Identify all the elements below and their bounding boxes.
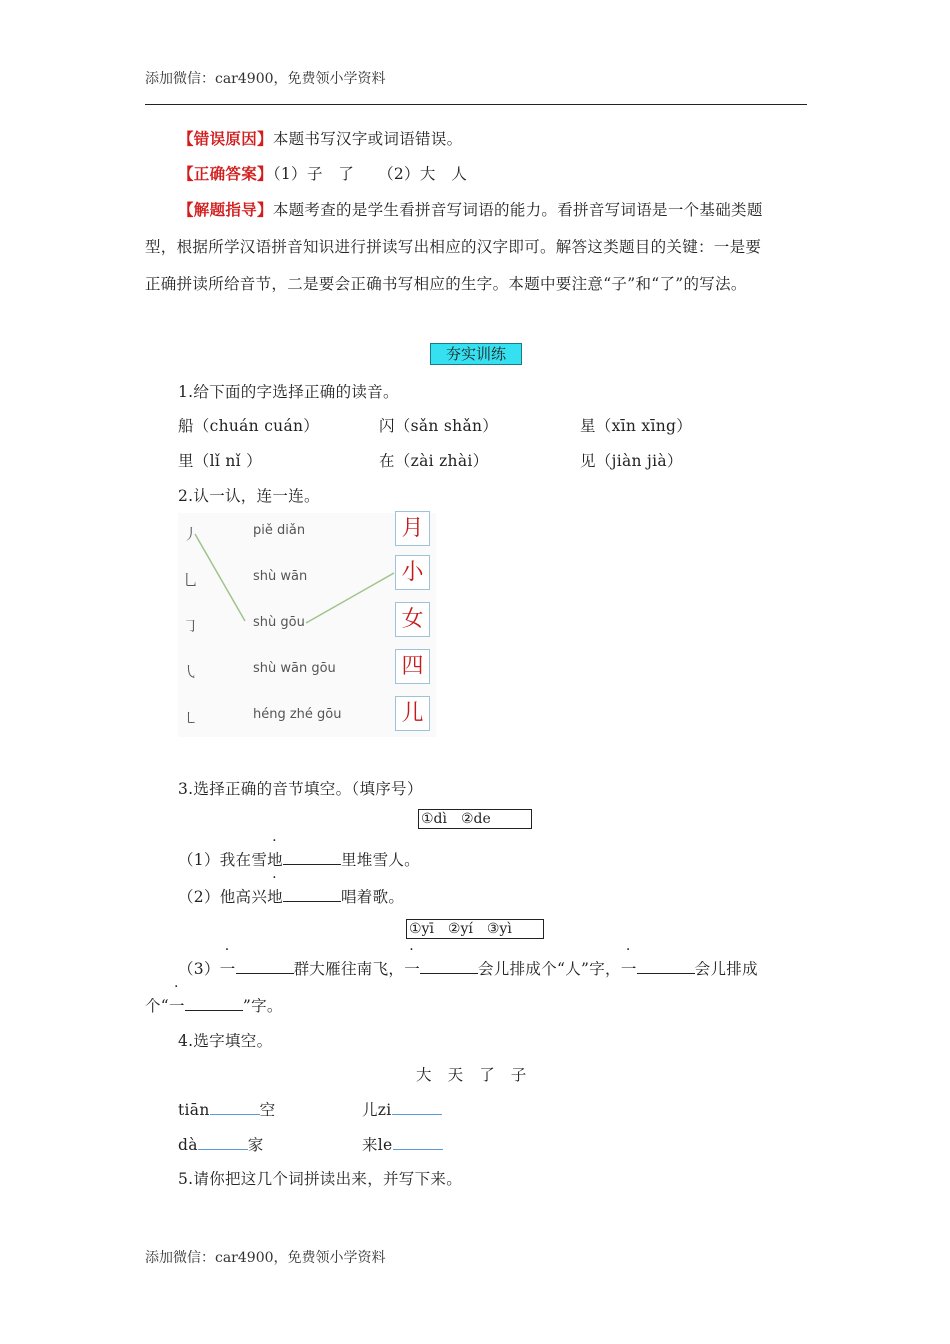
correct-answer-text: （1）子 了 （2）大 人: [272, 165, 468, 183]
q3-sentence-1: （1）我在雪地 里堆雪人。: [178, 848, 420, 870]
q1-item-6: 见（jiàn jià）: [580, 452, 683, 470]
guide-label: 【解题指导】: [178, 200, 273, 219]
stroke-3: ㇆: [183, 617, 199, 635]
q1-item-2: 闪（sǎn shǎn）: [379, 417, 499, 435]
answer-blank[interactable]: [236, 958, 294, 974]
header-rule: [145, 104, 807, 105]
answer-blank[interactable]: [637, 958, 695, 974]
dotted-char: 一: [404, 960, 420, 978]
pinyin-5: héng zhé gōu: [253, 707, 342, 722]
answer-blank[interactable]: [185, 995, 243, 1011]
pinyin-1: piě diǎn: [253, 523, 306, 538]
guide-line-2: 型，根据所学汉语拼音知识进行拼读写出相应的汉字即可。解答这类题目的关键：一是要: [145, 238, 762, 256]
dotted-char: 一: [620, 960, 637, 978]
q5-title: 5.请你把这几个词拼读出来，并写下来。: [178, 1170, 462, 1188]
q4-row-1-right: 儿zi: [362, 1098, 442, 1120]
page-footer: 添加微信：car4900，免费领小学资料: [145, 1250, 386, 1266]
q3-option-box-2: ①yī ②yí ③yì: [406, 919, 544, 939]
stroke-4: ㇂: [183, 663, 199, 681]
q1-item-3: 星（xīn xīng）: [580, 417, 693, 435]
answer-blank[interactable]: [392, 1099, 442, 1115]
match-line-2: [306, 573, 394, 623]
matching-figure: [178, 513, 436, 737]
dotted-char: 一: [219, 960, 236, 978]
stroke-1: 丿: [183, 525, 199, 543]
q3-sentence-2: （2）他高兴地 唱着歌。: [178, 885, 404, 907]
answer-blank[interactable]: [393, 1134, 443, 1150]
q3-sentence-3: （3）一 群大雁往南飞，一 会儿排成个“人”字，一 会儿排成: [178, 957, 758, 979]
guide-line-1: 【解题指导】本题考查的是学生看拼音写词语的能力。看拼音写词语是一个基础类题: [178, 200, 763, 219]
q4-title: 4.选字填空。: [178, 1032, 273, 1050]
q3-sentence-3-cont: 个“一 ”字。: [145, 994, 283, 1016]
stroke-5: ㇄: [183, 709, 199, 727]
pinyin-3: shù gōu: [253, 615, 305, 630]
page-header: 添加微信：car4900，免费领小学资料: [145, 71, 386, 87]
correct-answer-label: 【正确答案】: [178, 164, 273, 183]
dotted-char: 一: [169, 997, 185, 1015]
q3-title: 3.选择正确的音节填空。（填序号）: [178, 780, 423, 798]
char-cell-5: 儿: [395, 696, 430, 731]
error-reason: [178, 127, 462, 149]
char-cell-1: 月: [395, 511, 430, 546]
answer-blank[interactable]: [210, 1099, 260, 1115]
pinyin-2: shù wān: [253, 569, 308, 584]
error-reason-label: 【错误原因】: [178, 129, 273, 148]
char-cell-3: 女: [395, 602, 430, 637]
pinyin-4: shù wān gōu: [253, 661, 336, 676]
dotted-char: 地: [267, 851, 283, 869]
guide-line-3: 正确拼读所给音节，二是要会正确书写相应的生字。本题中要注意“子”和“了”的写法。: [145, 275, 747, 293]
answer-blank[interactable]: [283, 849, 341, 865]
answer-blank[interactable]: [420, 958, 478, 974]
match-line-1: [195, 534, 245, 621]
q1-item-4: 里（lǐ nǐ ）: [178, 452, 262, 470]
q4-row-2-left: dà 家: [178, 1136, 264, 1154]
q4-row-2-right: 来le: [362, 1133, 443, 1155]
dotted-char: 地: [267, 888, 283, 906]
stroke-2: 乚: [183, 571, 199, 589]
q1-item-1: 船（chuán cuán）: [178, 417, 320, 435]
correct-answer: [178, 162, 467, 184]
q4-choices: 大 天 了 子: [416, 1066, 527, 1084]
q3-option-box-1: ①dì ②de: [418, 809, 532, 829]
error-reason-text: 本题书写汉字或词语错误。: [272, 130, 463, 148]
q4-row-1-left: tiān 空: [178, 1101, 276, 1119]
section-title: 夯实训练: [430, 343, 522, 365]
q2-title: 2.认一认，连一连。: [178, 487, 320, 505]
answer-blank[interactable]: [283, 886, 341, 902]
q1-title: 1.给下面的字选择正确的读音。: [178, 383, 399, 401]
q1-item-5: 在（zài zhài）: [379, 452, 489, 470]
answer-blank[interactable]: [198, 1134, 248, 1150]
char-cell-4: 四: [395, 649, 430, 684]
char-cell-2: 小: [395, 555, 430, 590]
